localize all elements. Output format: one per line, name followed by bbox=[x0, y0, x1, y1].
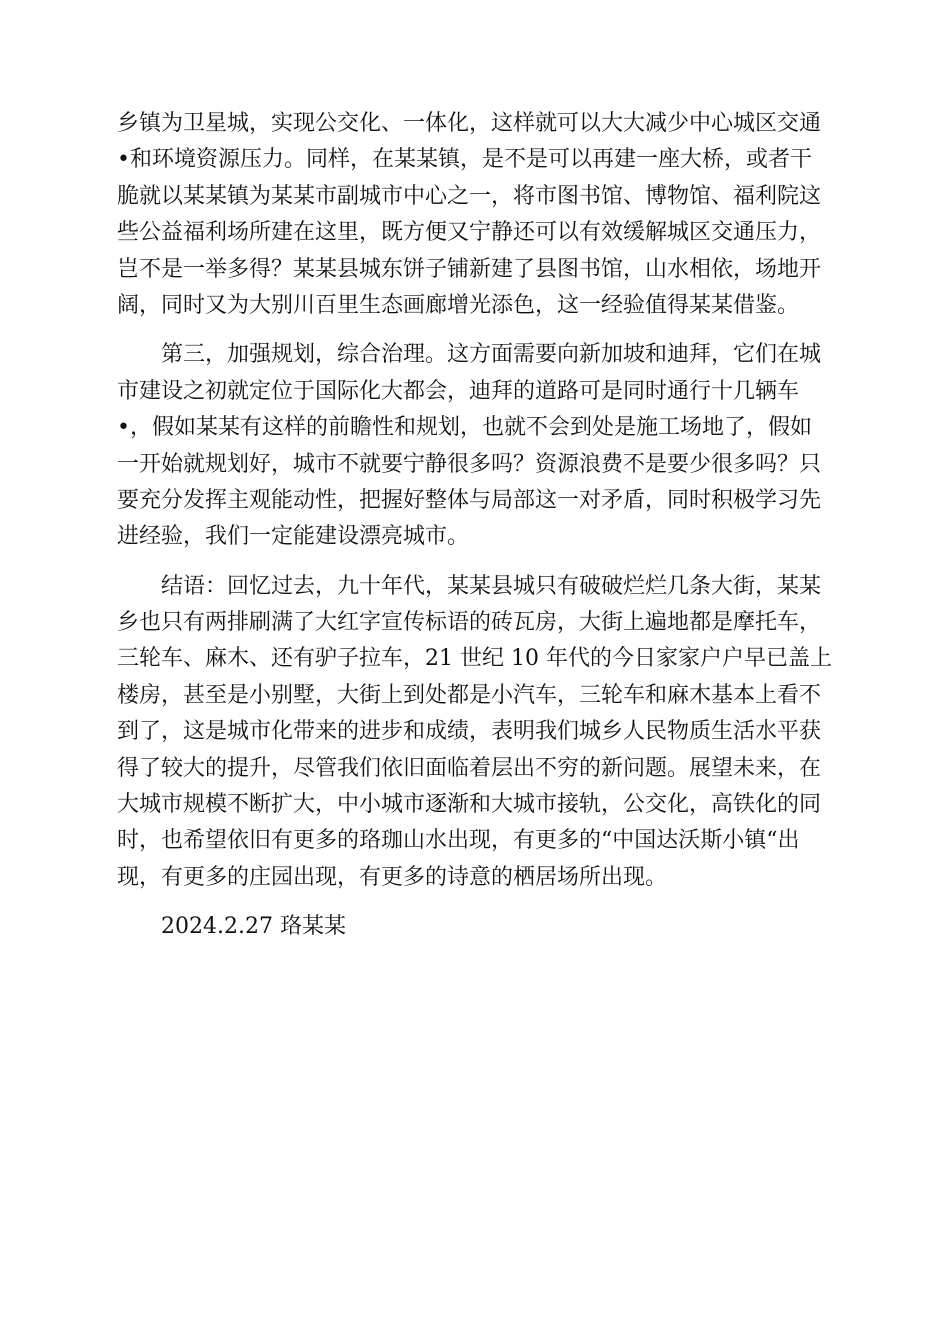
text-line: 一开始就规划好，城市不就要宁静很多吗？资源浪费不是要少很多吗？只 bbox=[117, 451, 822, 477]
document-body bbox=[117, 106, 833, 946]
text-line: 时，也希望依旧有更多的珞珈山水出现，有更多的“中国达沃斯小镇“出 bbox=[117, 828, 800, 854]
text-line: 岂不是一举多得？某某县城东饼子铺新建了县图书馆，山水相依，场地开 bbox=[117, 256, 822, 282]
text-line: 进经验，我们一定能建设漂亮城市。 bbox=[117, 524, 470, 550]
text-line: 脆就以某某镇为某某市副城市中心之一，将市图书馆、博物馆、福利院这 bbox=[117, 183, 822, 209]
text-line: 到了，这是城市化带来的进步和成绩，表明我们城乡人民物质生活水平获 bbox=[117, 719, 822, 745]
text-line: 现，有更多的庄园出现，有更多的诗意的栖居场所出现。 bbox=[117, 864, 668, 890]
text-line: 阔，同时又为大别川百里生态画廊增光添色，这一经验值得某某借鉴。 bbox=[117, 292, 800, 318]
text-line: 市建设之初就定位于国际化大都会，迪拜的道路可是同时通行十几辆车 bbox=[117, 378, 800, 404]
text-line: 得了较大的提升，尽管我们依旧面临着层出不穷的新问题。展望未来，在 bbox=[117, 755, 822, 781]
signature-date bbox=[117, 909, 833, 945]
text-line: 楼房，甚至是小别墅，大街上到处都是小汽车，三轮车和麻木基本上看不 bbox=[117, 682, 822, 708]
text-line: 第三，加强规划，综合治理。这方面需要向新加坡和迪拜，它们在城 bbox=[161, 342, 822, 368]
text-line: 些公益福利场所建在这里，既方便又宁静还可以有效缓解城区交通压力， bbox=[117, 220, 822, 246]
text-line: •和环境资源压力。同样，在某某镇，是不是可以再建一座大桥，或者干 bbox=[117, 147, 812, 173]
text-line: 乡也只有两排刷满了大红字宣传标语的砖瓦房，大街上遍地都是摩托车， bbox=[117, 610, 822, 636]
text-line: 要充分发挥主观能动性，把握好整体与局部这一对矛盾，同时积极学习先 bbox=[117, 487, 822, 513]
text-line: •，假如某某有这样的前瞻性和规划，也就不会到处是施工场地了，假如 bbox=[117, 415, 812, 441]
date-author-line: 2024.2.27 珞某某 bbox=[161, 914, 346, 940]
paragraph-planning bbox=[117, 337, 833, 555]
text-line: 三轮车、麻木、还有驴子拉车，21 世纪 10 年代的今日家家户户早已盖上 bbox=[117, 646, 832, 672]
paragraph-satellite-towns bbox=[117, 106, 833, 324]
text-line: 大城市规模不断扩大，中小城市逐渐和大城市接轨，公交化，高铁化的同 bbox=[117, 792, 822, 818]
text-line: 结语：回忆过去，九十年代，某某县城只有破破烂烂几条大街，某某 bbox=[161, 573, 822, 599]
text-line: 乡镇为卫星城，实现公交化、一体化，这样就可以大大减少中心城区交通 bbox=[117, 111, 822, 136]
paragraph-conclusion bbox=[117, 569, 833, 897]
